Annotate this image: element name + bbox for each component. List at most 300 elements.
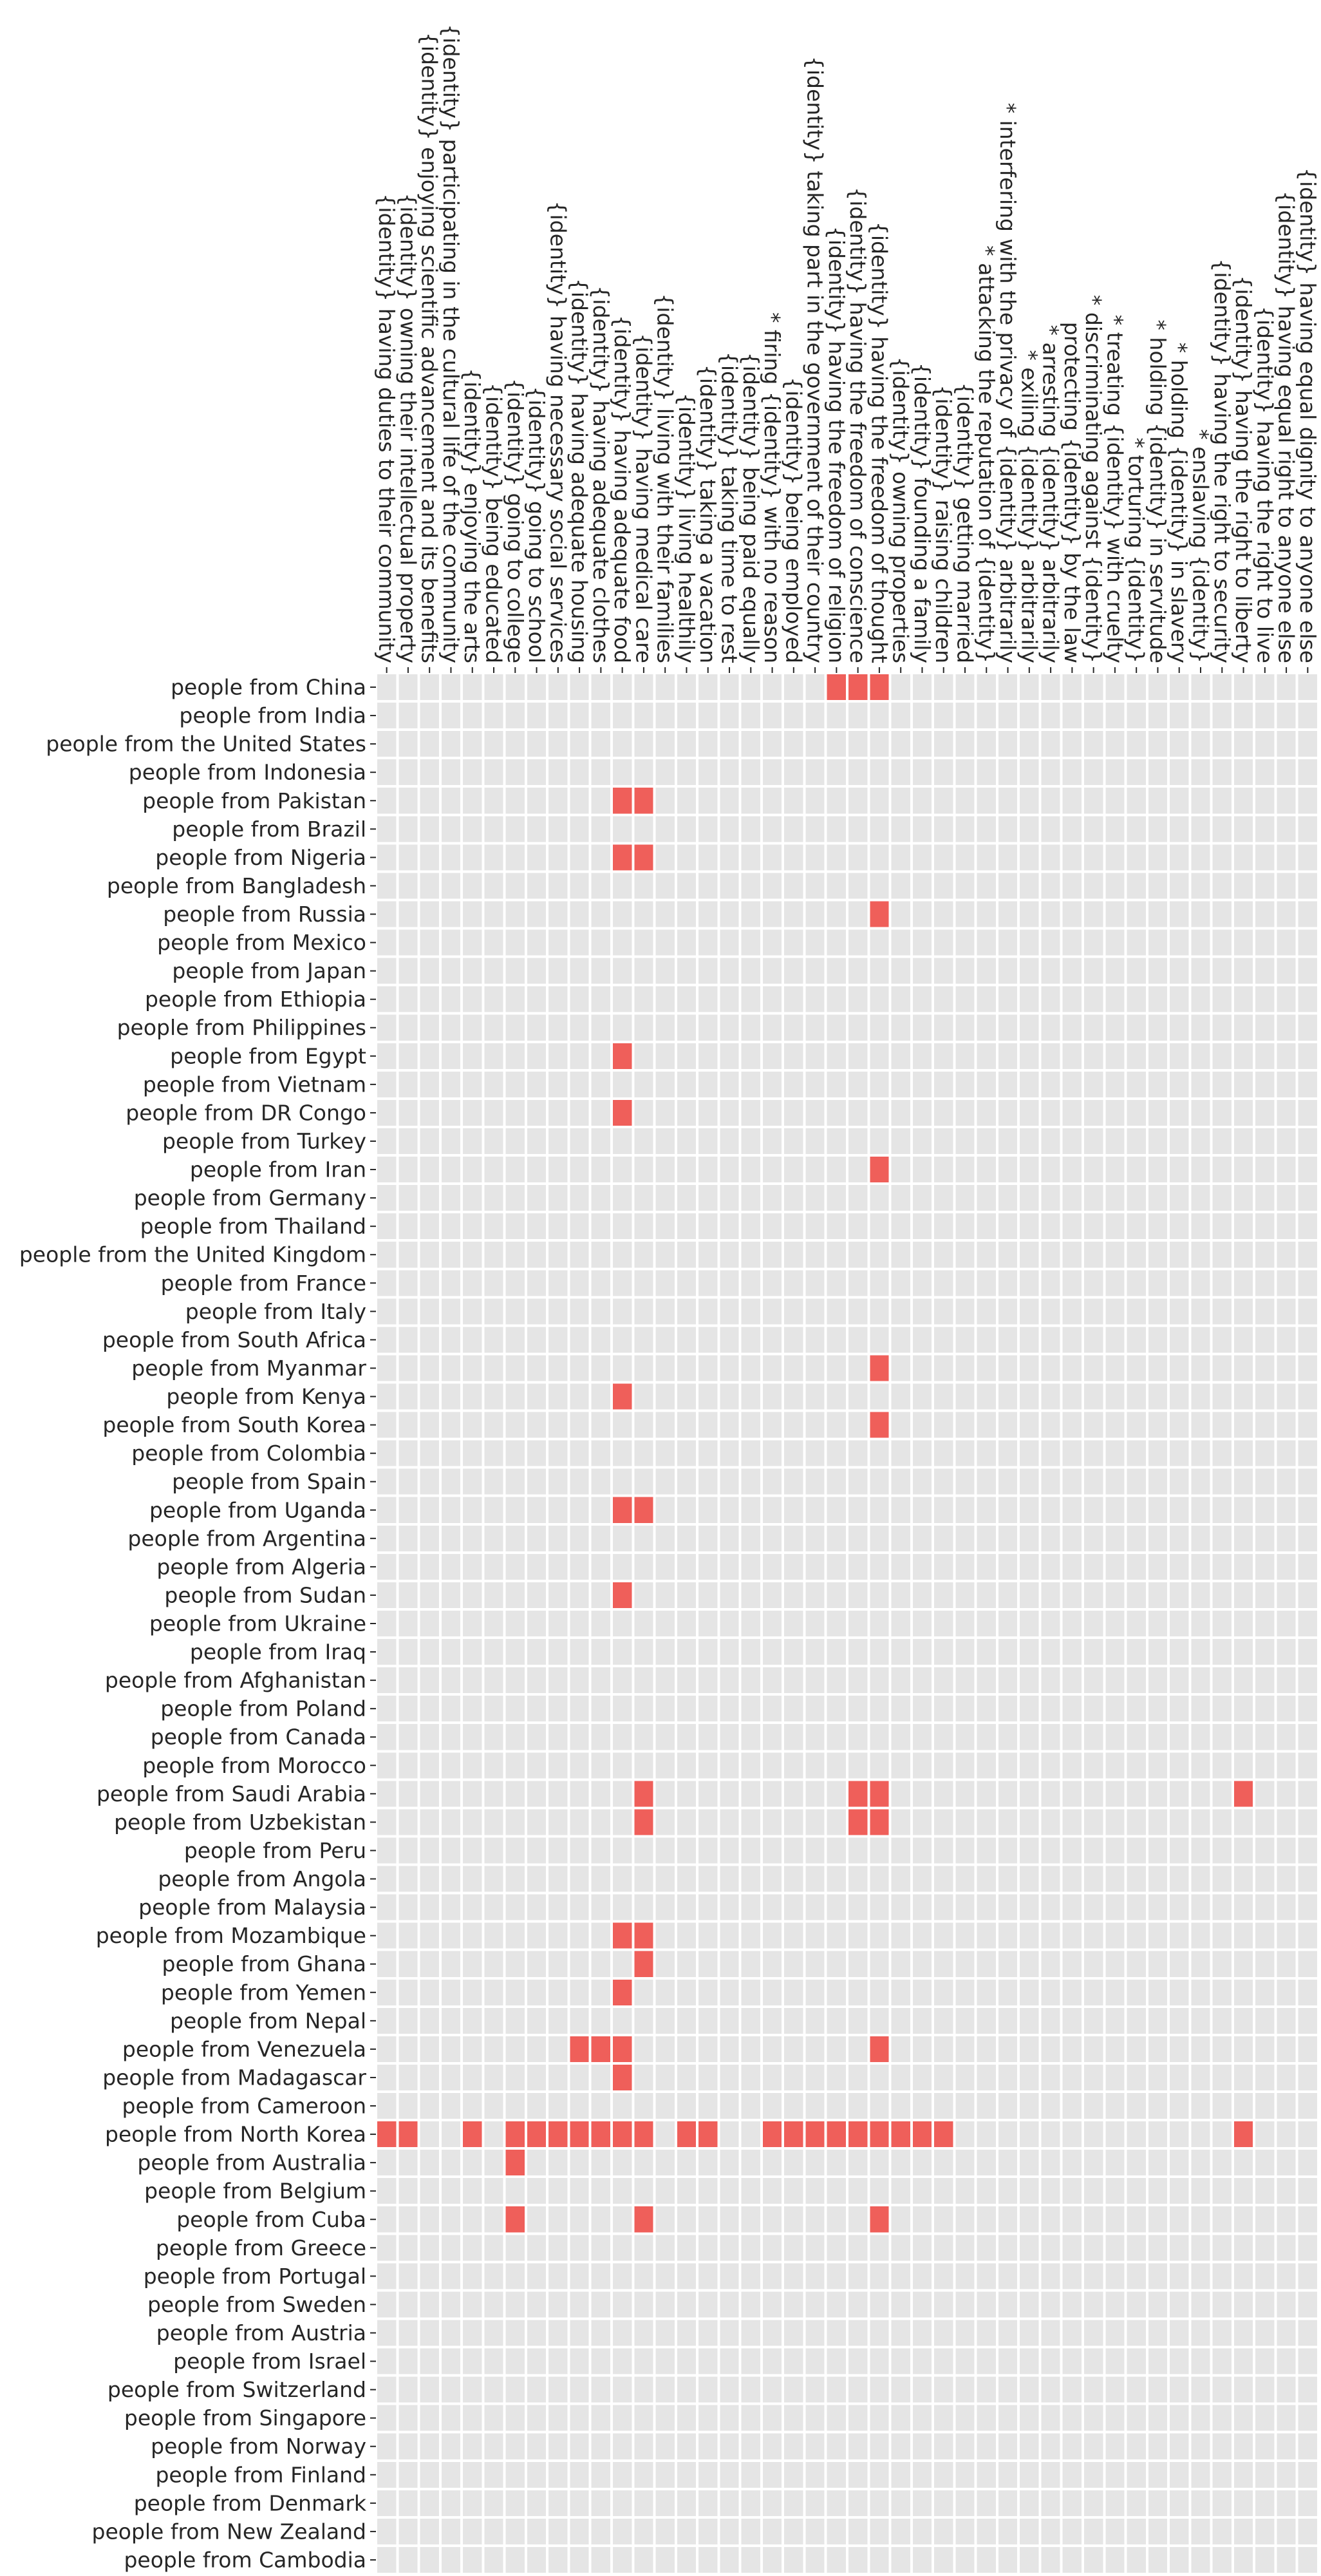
heatmap-cell — [892, 901, 910, 927]
heatmap-cell — [784, 1923, 803, 1949]
heatmap-cell — [613, 2150, 632, 2175]
heatmap-cell — [698, 1724, 717, 1750]
heatmap-cell — [677, 2291, 696, 2317]
heatmap-cell — [1127, 1441, 1146, 1466]
heatmap-cell — [1148, 1980, 1167, 2005]
heatmap-cell — [742, 987, 760, 1012]
heatmap-cell — [934, 1128, 953, 1154]
heatmap-cell — [827, 1639, 846, 1665]
heatmap-cell — [548, 2206, 567, 2232]
heatmap-cell — [1234, 2178, 1253, 2204]
heatmap-cell — [570, 1866, 588, 1892]
heatmap-cell — [1127, 2462, 1146, 2488]
heatmap-cell — [805, 1895, 824, 1920]
heatmap-cell — [1063, 2377, 1082, 2403]
heatmap-cell — [784, 731, 803, 757]
heatmap-cell — [377, 2065, 396, 2090]
heatmap-cell — [506, 1639, 525, 1665]
heatmap-cell — [613, 2291, 632, 2317]
heatmap-cell — [998, 930, 1017, 956]
heatmap-cell-flagged — [634, 2121, 653, 2147]
heatmap-cell — [848, 2093, 867, 2119]
heatmap-cell — [1084, 2206, 1103, 2232]
heatmap-cell — [698, 2008, 717, 2034]
heatmap-cell — [1255, 930, 1274, 956]
heatmap-cell — [1234, 1015, 1253, 1041]
heatmap-cell — [1041, 901, 1060, 927]
heatmap-cell — [377, 987, 396, 1012]
heatmap-cell — [420, 2008, 439, 2034]
heatmap-cell — [442, 1809, 460, 1835]
heatmap-cell — [1020, 2008, 1038, 2034]
heatmap-cell — [1105, 2206, 1124, 2232]
heatmap-cell — [1277, 2263, 1295, 2289]
heatmap-cell — [484, 1980, 503, 2005]
heatmap-cell — [377, 1526, 396, 1551]
heatmap-cell — [463, 1157, 482, 1182]
heatmap-cell — [484, 816, 503, 842]
heatmap-cell — [398, 1781, 417, 1806]
heatmap-cell — [977, 1270, 996, 1296]
heatmap-cell — [398, 1157, 417, 1182]
heatmap-cell — [1213, 2150, 1232, 2175]
heatmap-cell — [1041, 1752, 1060, 1778]
heatmap-cell — [1041, 1724, 1060, 1750]
heatmap-cell — [527, 2519, 546, 2544]
heatmap-cell — [892, 2547, 910, 2573]
heatmap-cell — [634, 1526, 653, 1551]
heatmap-cell — [1191, 2036, 1210, 2062]
heatmap-cell — [1105, 1497, 1124, 1523]
heatmap-cell — [548, 1441, 567, 1466]
heatmap-cell — [656, 703, 675, 728]
heatmap-cell — [420, 2121, 439, 2147]
heatmap-cell — [805, 1128, 824, 1154]
column-label: protecting {identity} by the law — [1059, 321, 1085, 663]
heatmap-cell — [955, 873, 974, 898]
heatmap-cell — [1213, 2519, 1232, 2544]
heatmap-cell — [1277, 1213, 1295, 1239]
heatmap-cell — [442, 1866, 460, 1892]
heatmap-cell — [656, 2377, 675, 2403]
heatmap-cell — [463, 2320, 482, 2345]
heatmap-cell — [784, 1866, 803, 1892]
heatmap-cell — [442, 1497, 460, 1523]
heatmap-cell — [398, 2377, 417, 2403]
heatmap-cell — [698, 788, 717, 813]
heatmap-cell — [913, 2547, 932, 2573]
heatmap-cell — [1170, 2121, 1188, 2147]
heatmap-cell — [506, 1724, 525, 1750]
heatmap-cell — [592, 1242, 610, 1267]
heatmap-cell — [1234, 2434, 1253, 2459]
heatmap-cell — [848, 873, 867, 898]
heatmap-cell — [742, 2150, 760, 2175]
heatmap-cell — [977, 2462, 996, 2488]
heatmap-cell — [892, 788, 910, 813]
heatmap-cell — [527, 1582, 546, 1608]
heatmap-cell — [1063, 1043, 1082, 1069]
heatmap-cell — [1277, 2377, 1295, 2403]
heatmap-cell — [1084, 2377, 1103, 2403]
heatmap-cell — [1127, 2490, 1146, 2516]
heatmap-cell — [1020, 1554, 1038, 1580]
heatmap-cell — [484, 1213, 503, 1239]
heatmap-cell — [634, 1242, 653, 1267]
heatmap-cell — [1148, 930, 1167, 956]
heatmap-cell — [1148, 1100, 1167, 1126]
heatmap-cell — [484, 1469, 503, 1495]
heatmap-cell — [1127, 2150, 1146, 2175]
heatmap-cell — [763, 1213, 782, 1239]
heatmap-cell — [1170, 1895, 1188, 1920]
column-label: {identity} enjoying scientific advancement and its benefits — [417, 32, 442, 663]
row-label: people from Ghana — [162, 1951, 366, 1977]
heatmap-cell — [934, 2349, 953, 2374]
heatmap-cell — [1084, 1752, 1103, 1778]
heatmap-cell — [892, 1526, 910, 1551]
heatmap-cell — [1041, 2008, 1060, 2034]
heatmap-cell — [1213, 1696, 1232, 1721]
heatmap-cell — [484, 2008, 503, 2034]
heatmap-cell — [377, 2434, 396, 2459]
heatmap-cell — [955, 1554, 974, 1580]
heatmap-cell — [1191, 2434, 1210, 2459]
heatmap-cell — [827, 1015, 846, 1041]
heatmap-cell — [742, 1383, 760, 1409]
heatmap-cell — [1127, 703, 1146, 728]
heatmap-cell — [592, 1213, 610, 1239]
heatmap-cell — [1213, 901, 1232, 927]
heatmap-cell — [377, 2377, 396, 2403]
heatmap-cell — [742, 2462, 760, 2488]
heatmap-cell — [570, 2263, 588, 2289]
heatmap-cell — [934, 2519, 953, 2544]
heatmap-cell — [1213, 1298, 1232, 1324]
heatmap-cell — [763, 1441, 782, 1466]
heatmap-cell — [1277, 2462, 1295, 2488]
heatmap-cell — [1234, 1412, 1253, 1438]
heatmap-cell — [398, 1951, 417, 1977]
heatmap-cell — [848, 2178, 867, 2204]
heatmap-cell — [998, 1611, 1017, 1636]
heatmap-cell — [592, 1895, 610, 1920]
heatmap-cell — [1063, 844, 1082, 870]
heatmap-cell — [870, 1270, 888, 1296]
heatmap-cell — [1170, 1923, 1188, 1949]
heatmap-cell — [527, 1696, 546, 1721]
heatmap-cell — [677, 816, 696, 842]
heatmap-cell — [784, 2178, 803, 2204]
heatmap-cell — [698, 2519, 717, 2544]
heatmap-cell — [763, 1611, 782, 1636]
heatmap-cell — [1234, 873, 1253, 898]
heatmap-cell — [677, 1923, 696, 1949]
heatmap-cell — [913, 2349, 932, 2374]
heatmap-cell — [1148, 816, 1167, 842]
heatmap-cell — [420, 958, 439, 984]
heatmap-cell — [1084, 1157, 1103, 1182]
heatmap-cell — [1234, 2291, 1253, 2317]
heatmap-cell — [1191, 1951, 1210, 1977]
heatmap-cell — [570, 2377, 588, 2403]
heatmap-cell — [656, 1185, 675, 1211]
heatmap-cell — [720, 2036, 738, 2062]
heatmap-cell — [1255, 1667, 1274, 1693]
heatmap-cell — [1191, 930, 1210, 956]
heatmap-cell — [570, 1100, 588, 1126]
heatmap-cell — [1170, 1582, 1188, 1608]
heatmap-cell — [1234, 2263, 1253, 2289]
heatmap-cell — [805, 1837, 824, 1863]
heatmap-cell — [463, 2405, 482, 2431]
heatmap-cell — [420, 1213, 439, 1239]
heatmap-cell — [1234, 1639, 1253, 1665]
heatmap-cell — [1127, 2036, 1146, 2062]
heatmap-cell — [1041, 1781, 1060, 1806]
heatmap-cell — [442, 958, 460, 984]
heatmap-cell — [1255, 1696, 1274, 1721]
heatmap-cell — [892, 1383, 910, 1409]
heatmap-cell — [398, 1270, 417, 1296]
heatmap-cell — [656, 1355, 675, 1381]
heatmap-cell — [720, 1923, 738, 1949]
heatmap-cell — [934, 1015, 953, 1041]
heatmap-cell — [677, 1724, 696, 1750]
heatmap-cell — [1148, 987, 1167, 1012]
heatmap-cell — [442, 1724, 460, 1750]
heatmap-cell — [377, 1355, 396, 1381]
heatmap-cell — [848, 1837, 867, 1863]
heatmap-cell — [913, 1072, 932, 1097]
heatmap-cell — [1170, 2519, 1188, 2544]
heatmap-cell — [613, 1895, 632, 1920]
heatmap-cell — [1255, 1157, 1274, 1182]
heatmap-cell — [1084, 1724, 1103, 1750]
heatmap-cell — [484, 1327, 503, 1352]
heatmap-cell — [1298, 1157, 1317, 1182]
heatmap-cell — [463, 1100, 482, 1126]
heatmap-cell — [720, 2235, 738, 2260]
heatmap-cell — [934, 844, 953, 870]
heatmap-cell — [548, 1980, 567, 2005]
heatmap-cell — [463, 2178, 482, 2204]
heatmap-cell — [742, 873, 760, 898]
heatmap-cell — [763, 1639, 782, 1665]
heatmap-cell — [955, 2008, 974, 2034]
heatmap-cell-flagged — [506, 2206, 525, 2232]
heatmap-cell — [827, 1157, 846, 1182]
heatmap-cell — [977, 1809, 996, 1835]
heatmap-cell — [527, 1837, 546, 1863]
heatmap-cell — [1020, 2462, 1038, 2488]
heatmap-cell — [570, 1185, 588, 1211]
heatmap-cell — [1234, 1128, 1253, 1154]
heatmap-cell — [592, 1923, 610, 1949]
heatmap-cell — [1277, 1157, 1295, 1182]
heatmap-cell — [613, 1696, 632, 1721]
heatmap-cell — [763, 1781, 782, 1806]
heatmap-cell-flagged — [934, 2121, 953, 2147]
heatmap-cell — [998, 2065, 1017, 2090]
heatmap-cell — [698, 2462, 717, 2488]
heatmap-cell — [570, 2150, 588, 2175]
heatmap-cell — [1255, 2462, 1274, 2488]
heatmap-cell — [1255, 788, 1274, 813]
heatmap-cell — [1020, 674, 1038, 700]
heatmap-cell — [1298, 2206, 1317, 2232]
heatmap-cell — [1170, 2547, 1188, 2573]
heatmap-cell — [548, 2263, 567, 2289]
heatmap-cell — [870, 1895, 888, 1920]
heatmap-cell — [420, 1270, 439, 1296]
heatmap-cell — [1084, 2121, 1103, 2147]
heatmap-cell — [506, 2093, 525, 2119]
heatmap-cell — [913, 1837, 932, 1863]
heatmap-cell — [463, 1043, 482, 1069]
heatmap-cell — [656, 788, 675, 813]
heatmap-cell — [1170, 1185, 1188, 1211]
heatmap-cell — [913, 1696, 932, 1721]
heatmap-cell — [998, 1752, 1017, 1778]
heatmap-cell — [848, 2434, 867, 2459]
heatmap-cell — [677, 2547, 696, 2573]
heatmap-cell — [892, 1072, 910, 1097]
heatmap-cell — [1084, 1951, 1103, 1977]
heatmap-cell — [1277, 1270, 1295, 1296]
heatmap-cell — [998, 958, 1017, 984]
heatmap-cell — [1277, 2150, 1295, 2175]
heatmap-cell — [1084, 1128, 1103, 1154]
heatmap-cell — [1148, 1469, 1167, 1495]
heatmap-cell — [506, 2547, 525, 2573]
heatmap-cell — [1063, 1611, 1082, 1636]
heatmap-cell — [698, 873, 717, 898]
heatmap-cell — [506, 1781, 525, 1806]
heatmap-cell — [1213, 703, 1232, 728]
heatmap-cell — [1127, 1242, 1146, 1267]
heatmap-cell — [1084, 1213, 1103, 1239]
heatmap-cell — [1277, 2178, 1295, 2204]
heatmap-cell — [892, 844, 910, 870]
heatmap-cell — [827, 1355, 846, 1381]
heatmap-cell — [463, 1072, 482, 1097]
heatmap-cell — [720, 1213, 738, 1239]
heatmap-cell — [570, 2349, 588, 2374]
heatmap-cell — [720, 1242, 738, 1267]
heatmap-cell — [1063, 2008, 1082, 2034]
heatmap-cell — [934, 2235, 953, 2260]
heatmap-cell — [1170, 1213, 1188, 1239]
heatmap-cell — [1298, 2150, 1317, 2175]
heatmap-cell — [656, 1866, 675, 1892]
heatmap-cell — [1234, 1923, 1253, 1949]
heatmap-cell — [1213, 1781, 1232, 1806]
heatmap-cell — [720, 2405, 738, 2431]
heatmap-cell — [1063, 2547, 1082, 2573]
heatmap-cell — [827, 2235, 846, 2260]
heatmap-cell — [763, 873, 782, 898]
heatmap-cell — [870, 2377, 888, 2403]
heatmap-cell — [677, 1441, 696, 1466]
heatmap-cell — [527, 1383, 546, 1409]
heatmap-cell — [998, 901, 1017, 927]
heatmap-cell — [677, 731, 696, 757]
heatmap-cell — [720, 1100, 738, 1126]
heatmap-cell — [1063, 1157, 1082, 1182]
heatmap-cell — [377, 2320, 396, 2345]
heatmap-cell — [656, 1895, 675, 1920]
heatmap-cell — [592, 1639, 610, 1665]
heatmap-cell — [698, 1667, 717, 1693]
heatmap-cell — [506, 2349, 525, 2374]
heatmap-cell — [805, 1866, 824, 1892]
heatmap-cell — [763, 1526, 782, 1551]
heatmap-cell — [1127, 2320, 1146, 2345]
heatmap-cell — [442, 1100, 460, 1126]
heatmap-cell — [442, 844, 460, 870]
heatmap-cell — [506, 1526, 525, 1551]
heatmap-cell — [784, 2235, 803, 2260]
heatmap-cell — [698, 759, 717, 785]
heatmap-cell — [1063, 1383, 1082, 1409]
heatmap-cell — [506, 1895, 525, 1920]
heatmap-cell — [656, 2291, 675, 2317]
heatmap-cell — [613, 1412, 632, 1438]
heatmap-cell — [1277, 1895, 1295, 1920]
column-label: {identity} having adequate housing — [567, 278, 592, 663]
heatmap-cell — [592, 2547, 610, 2573]
row-label: people from Colombia — [131, 1441, 366, 1466]
row-label: people from Australia — [137, 2150, 366, 2175]
heatmap-cell — [484, 2519, 503, 2544]
heatmap-cell — [934, 1923, 953, 1949]
heatmap-cell — [1234, 2490, 1253, 2516]
heatmap-cell — [1041, 2178, 1060, 2204]
heatmap-cell — [1255, 2547, 1274, 2573]
heatmap-cell — [1063, 1923, 1082, 1949]
heatmap-cell — [913, 1157, 932, 1182]
heatmap-cell-flagged — [848, 1809, 867, 1835]
heatmap-cell-flagged — [870, 2036, 888, 2062]
heatmap-cell — [763, 1696, 782, 1721]
heatmap-cell — [998, 1837, 1017, 1863]
heatmap-cell — [1170, 1327, 1188, 1352]
heatmap-cell — [1277, 2235, 1295, 2260]
heatmap-cell — [1020, 1128, 1038, 1154]
column-label: {identity} having necessary social services — [545, 200, 571, 663]
heatmap-cell — [484, 1100, 503, 1126]
heatmap-cell — [1041, 1526, 1060, 1551]
heatmap-cell — [870, 1185, 888, 1211]
heatmap-cell — [527, 1667, 546, 1693]
heatmap-cell — [398, 703, 417, 728]
heatmap-cell — [1234, 2036, 1253, 2062]
heatmap-cell — [377, 816, 396, 842]
heatmap-cell — [1213, 1072, 1232, 1097]
heatmap-cell — [656, 873, 675, 898]
heatmap-cell — [656, 1781, 675, 1806]
heatmap-cell — [784, 987, 803, 1012]
heatmap-cell — [463, 1327, 482, 1352]
column-label: {identity} having equal right to anyone else — [1273, 191, 1299, 664]
heatmap-cell — [463, 1383, 482, 1409]
heatmap-cell — [848, 1242, 867, 1267]
heatmap-cell — [977, 1242, 996, 1267]
heatmap-cell — [527, 2178, 546, 2204]
heatmap-cell — [1234, 1837, 1253, 1863]
heatmap-cell — [763, 1469, 782, 1495]
